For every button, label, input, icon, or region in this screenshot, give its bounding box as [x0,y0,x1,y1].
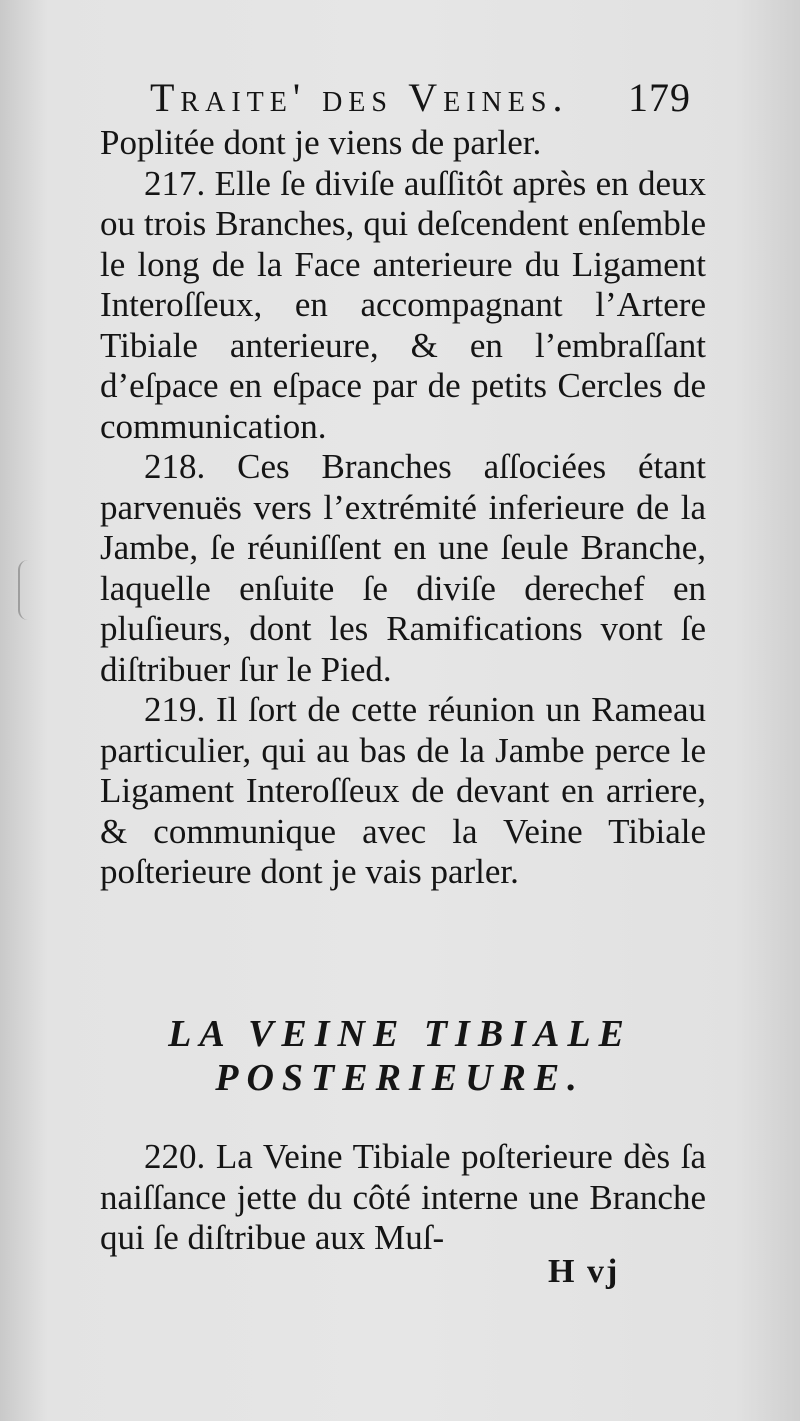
section-heading-line-1: LA VEINE TIBIALE [168,1013,632,1055]
body-text [100,123,706,893]
running-title: Traite' des Veines. [150,75,569,120]
paragraph-220: 220. La Veine Tibiale poſterieure dès ſa naiſſance jette du côté interne une Branche qui ſe diſtribue aux Muſ- [100,1137,706,1257]
section-heading-line-2: POSTERIEURE. [215,1057,585,1099]
paragraph-218: 218. Ces Branches aſſociées étant parvenuës vers l’extrémité inferieure de la Jambe, ſe réuniſſent en une ſeule Branche, laquelle enſuite ſe diviſe derechef en pluſieurs, dont les Ramifications vont ſe diſtribuer ſur le Pied. [100,447,706,689]
section-body [100,1137,706,1259]
paragraph-continuation: Poplitée dont je viens de parler. [100,123,542,162]
paragraph-217: 217. Elle ſe diviſe auſſitôt après en deux ou trois Branches, qui deſcendent enſemble le long de la Face anterieure du Ligament Interoſſeux, en accompagnant l’Artere Tibiale anterieure, & en l’embraſſant d’eſpace en eſpace par de petits Cercles de communication. [100,163,706,446]
page-header [150,74,710,124]
page-number: 179 [628,75,691,120]
section-heading [110,1012,690,1100]
signature-mark: H vj [548,1253,620,1290]
page-edge-mark [18,560,38,620]
paragraph-219: 219. Il ſort de cette réunion un Rameau particulier, qui au bas de la Jambe perce le Ligament Interoſſeux de devant en arriere, & communique avec la Veine Tibiale poſterieure dont je vais parler. [100,690,706,891]
